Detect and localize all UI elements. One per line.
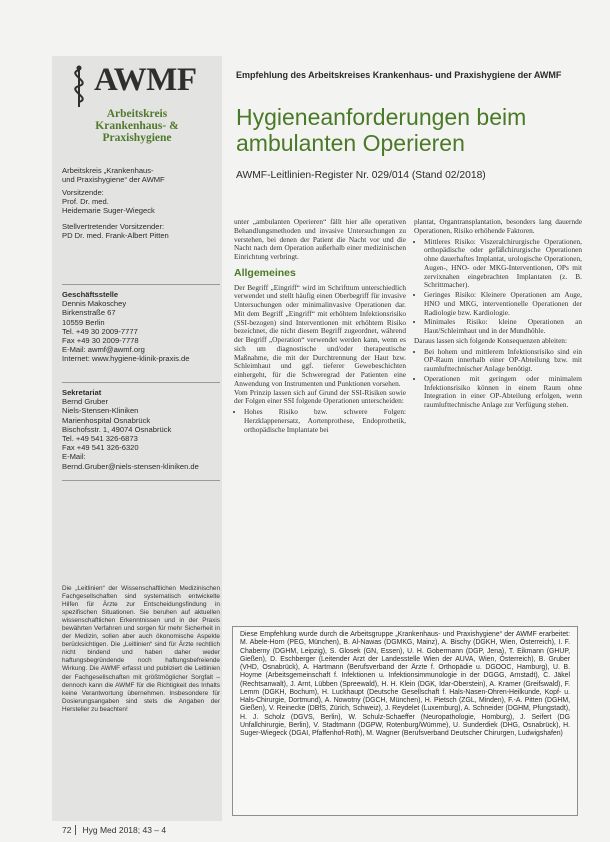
column-right [414,218,582,411]
sidebar-line: 10559 Berlin [62,317,105,327]
awmf-logo [62,62,212,148]
sidebar-line: Tel. +49 541 326-6873 [62,434,138,444]
logo-subtitle-line: Arbeitskreis [106,108,168,120]
sidebar-line: Marienhospital Osnabrück [62,415,151,425]
section-heading: Allgemeines [234,266,296,279]
list-item: • Hohes Risiko bzw. schwere Folgen: Herzklappenersatz, Aortenprothese, Endoprothetik, orthopädische Implantate bei [244,408,406,434]
sidebar-line: Prof. Dr. med. [62,197,109,207]
column-left [234,218,406,435]
email-link[interactable]: E-Mail: awmf@awmf.org [62,345,145,355]
sidebar-secretary [62,388,220,471]
title-line: ambulanten Operieren [236,130,465,156]
secretary-heading: Sekretariat [62,388,102,397]
list-item: • Geringes Risiko: Kleinere Operationen am Auge, HNO und MKG, interventionelle Operationen der Radiologie bzw. Kardiologie. [424,291,582,317]
sidebar-line: Tel. +49 30 2009-7777 [62,326,138,336]
office-heading: Geschäftsstelle [62,290,119,299]
sidebar-divider [62,382,220,383]
register-number: AWMF-Leitlinien-Register Nr. 029/014 (Stand 02/2018) [236,170,486,181]
email-link[interactable]: Bernd.Gruber@niels-stensen-kliniken.de [62,461,199,471]
sidebar-office [62,290,220,364]
sidebar-org [62,166,220,184]
intro-paragraph: unter „ambulanten Operieren“ fällt hier alle operativen Behandlungsmethoden und invasive Untersuchungen zu verstehen, bei denen der Patient die Nacht vor und die Nacht nach dem Operation außerhalb einer medizinischen Einrichtung verbringt. [234,217,406,261]
caduceus-icon [64,64,94,108]
sidebar-line: E-Mail: [62,452,86,462]
list-item: • Mittleres Risiko: Viszeralchirurgische Operationen, orthopädische oder gefäßchirurgische Operationen ohne dauerhaftes Implantat, urologische Operationen, Augen-, HNO- oder MKG-Interventionen, OPs mit zervixnahen eingebrachten Implantaten (z. B. Schrittmacher). [424,238,582,291]
sidebar-line: Arbeitskreis „Krankenhaus- [62,166,154,175]
sidebar-line: Fax +49 541 326-6320 [62,443,139,453]
page-number: 72 [62,825,76,835]
sidebar-line: Stellvertretender Vorsitzender: [62,222,165,231]
journal-citation: Hyg Med 2018; 43 – 4 [82,825,167,835]
sidebar-line: Birkenstraße 67 [62,308,116,318]
sidebar-line: PD Dr. med. Frank-Albert Pitten [62,231,169,241]
sidebar-disclaimer: Die „Leitlinien“ der Wissenschaftlichen Medizinischen Fachgesellschaften sind systematisch entwickelte Hilfen für Ärzte zur Entscheidungsfindung in spezifischen Situationen. Sie beruhen auf aktuellen wissenschaftlichen Erkenntnissen und in der Praxis bewährten Verfahren und sorgen für mehr Sicherheit in der Medizin, sollen aber auch ökonomische Aspekte berücksichtigen. Die „Leitlinien“ sind für Ärzte rechtlich nicht bindend und haben daher weder haftungsbegründende noch haftungsbefreiende Wirkung. Die AWMF erfasst und publiziert die Leitlinien der Fachgesellschaften mit größtmöglicher Sorgfalt – dennoch kann die AWMF für die Richtigkeit des Inhalts keine Verantwortung übernehmen. Insbesondere für Dosierungsangaben sind stets die Angaben der Hersteller zu beachten! [62,585,220,713]
title-line: Hygieneanforderungen beim [236,104,527,130]
risk-list [414,238,582,336]
article-kicker: Empfehlung des Arbeitskreises Krankenhaus- und Praxishygiene der AWMF [236,70,562,80]
body-paragraph: Vom Prinzip lassen sich auf Grund der SSI-Risiken sowie der Folgen einer SSI folgende Operationen unterscheiden: [234,387,406,406]
risk-list [234,408,406,434]
authors-box: Diese Empfehlung wurde durch die Arbeitsgruppe „Krankenhaus- und Praxishygiene“ der AWMF erarbeitet: M. Abele-Horn (PEG, München), B. Al-Nawas (DGMKG, Mainz), A. Bischy (DGKH, Wien, Österreich), I. F. Chaberny (DGHM, Leipzig), S. Glosek (GN, Essen), U. H. Gobermann (DGP, Jena), T. Eikmann (GHUP, Gießen), D. Eschberger (Leitender Arzt der Landesstelle Wien der AUVA, Wien, Österreich), B. Gruber (VHD, Osnabrück), A. Hartmann (Berufsverband der Ärzte f. Orthopädie u. DGOOC, Hamburg), U. B. Hoyme (Arbeitsgemeinschaft f. Infektionen u. Infektionsimmunologie in der DGGG, Arnstadt), C. Jäkel (Rechtsanwalt), J. Arnt, Lübben (Spreewald), H. H. Klein (DGK, Idar-Oberstein), A. Kramer (Greifswald), F. Lemm (DGKH, Bochum), H. Luckhaupt (Deutsche Gesellschaft f. Hals-Nasen-Ohren-Heilkunde, Kopf- u. Hals-Chirurgie, Dortmund), A. Nowotny (DGCH, München), H. Pietsch (ZGL, Minden), F.-A. Pitten (DGHM, Gießen), V. Reinecke (DBfS, Zürich, Schweiz), J. Reydelet (Luxemburg), A. Schneider (DGHM, Pfungstadt), H. J. Scholz (DGVS, Berlin), W. Schulz-Schaeffer (Neuropathologie, Homburg), J. Seifert (DG Unfallchirurgie, Berlin), V. Stadtmann (DGPW, Rotenburg/Wümme), U. Sunderdiek (DHG, Osnabrück), H. Suger-Wiegeck (DGAI, Pfaffenhof-Roth), M. Wagner (Berufsverband Deutscher Chirurgen, Ludwigshafen) [232,626,578,816]
sidebar-line: Bischofsstr. 1, 49074 Osnabrück [62,424,172,434]
body-paragraph: Daraus lassen sich folgende Konsequenzen ableiten: [414,335,567,345]
sidebar-line: Vorsitzende: [62,188,104,197]
sidebar-line: Heidemarie Suger-Wiegeck [62,206,155,216]
sidebar-divider [62,480,220,481]
sidebar-vice-chair [62,222,220,240]
sidebar-divider [62,284,220,285]
list-item: • Minimales Risiko: kleine Operationen an Haut/Schleimhaut und in der Mundhöhle. [424,318,582,336]
article-title [236,104,596,156]
logo-wordmark: AWMF [94,62,197,98]
page-footer [62,825,166,835]
sidebar-line: Niels-Stensen-Kliniken [62,406,139,416]
logo-subtitle-line: Krankenhaus- & [95,120,179,132]
sidebar-line: Dennis Makoschey [62,299,127,309]
list-item: • Operationen mit geringem oder minimalem Infektionsrisiko können in einem Raum ohne Integration in einer OP-Abteilung erfolgen, wenn raumlufttechnische Anlage zur Verfügung stehen. [424,375,582,410]
sidebar-line: Fax +49 30 2009-7778 [62,336,139,346]
body-paragraph: Der Begriff „Eingriff“ wird im Schrifttum unterschiedlich verwendet und stellt häufig einen Oberbegriff für invasive Untersuchungen oder minimalinvasive Operationen dar. Mit dem Begriff „Eingriff“ mit erhöhtem Infektionsrisiko (SSI-bezogen) sind Interventionen mit erhöhtem Risiko bezeichnet, die nicht diesem Begriff zugeordnet, während der Begriff „Operation“ verwendet werden kann, wenn es sich um diagnostische und/oder therapeutische Maßnahme, die mit der Durchtrennung der Haut bzw. Schleimhaut und ggf. tieferer Gewebeschichten einhergeht, für die Schweregrad der Patienten eine Anwendung von Instrumenten und Punktionen vorsehen. [234,282,406,388]
sidebar-line: Bernd Gruber [62,397,109,407]
website-link[interactable]: Internet: www.hygiene-klinik-praxis.de [62,354,190,364]
body-paragraph: plantat, Organtransplantation, besonders lang dauernde Operationen, Risiko erhöhende Faktoren. [414,217,582,235]
sidebar-chair [62,188,220,216]
list-item: • Bei hohem und mittlerem Infektionsrisiko sind ein OP-Raum innerhalb einer OP-Abteilung bzw. mit raumlufttechnischer Anlage benötigt. [424,348,582,374]
logo-subtitle-line: Praxishygiene [102,132,172,144]
sidebar-line: und Praxishygiene“ der AWMF [62,175,165,185]
consequence-list [414,348,582,410]
